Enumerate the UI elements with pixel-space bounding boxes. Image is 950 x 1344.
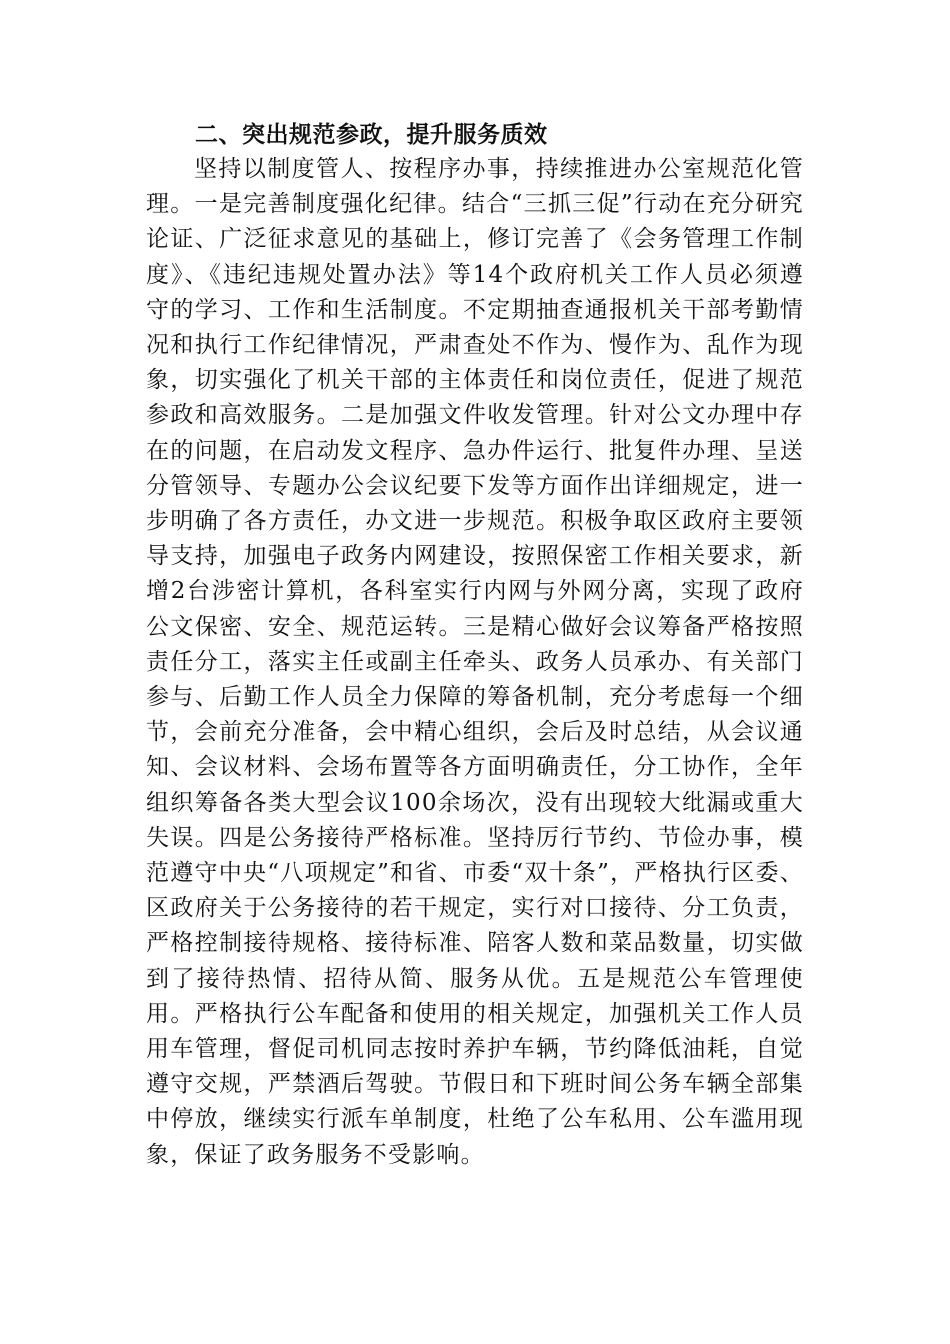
section-heading: 二、突出规范参政，提升服务质效 bbox=[195, 122, 548, 148]
body-paragraph: 坚持以制度管人、按程序办事，持续推进办公室规范化管理。一是完善制度强化纪律。结合“三抓三促”行动在充分研究论证、广泛征求意见的基础上，修订完善了《会务管理工作制度》、《违纪违规处置办法》等14个政府机关工作人员必须遵守的学习、工作和生活制度。不定期抽查通报机关干部考勤情况和执行工作纪律情况，严肃查处不作为、慢作为、乱作为现象，切实强化了机关干部的主体责任和岗位责任，促进了规范参政和高效服务。二是加强文件收发管理。针对公文办理中存在的问题，在启动发文程序、急办件运行、批复件办理、呈送分管领导、专题办公会议纪要下发等方面作出详细规定，进一步明确了各方责任，办文进一步规范。积极争取区政府主要领导支持，加强电子政务内网建设，按照保密工作相关要求，新增2台涉密计算机，各科室实行内网与外网分离，实现了政府公文保密、安全、规范运转。三是精心做好会议筹备严格按照责任分工，落实主任或副主任牵头、政务人员承办、有关部门参与、后勤工作人员全力保障的筹备机制，充分考虑每一个细节，会前充分准备，会中精心组织，会后及时总结，从会议通知、会议材料、会场布置等各方面明确责任，分工协作，全年组织筹备各类大型会议100余场次，没有出现较大纰漏或重大失误。四是公务接待严格标准。坚持厉行节约、节俭办事，模范遵守中央“八项规定”和省、市委“双十条”，严格执行区委、区政府关于公务接待的若干规定，实行对口接待、分工负责，严格控制接待规格、接待标准、陪客人数和菜品数量，切实做到了接待热情、招待从简、服务从优。五是规范公车管理使用。严格执行公车配备和使用的相关规定，加强机关工作人员用车管理，督促司机同志按时养护车辆，节约降低油耗，自觉遵守交规，严禁酒后驾驶。节假日和下班时间公务车辆全部集中停放，继续实行派车单制度，杜绝了公车私用、公车滥用现象，保证了政务服务不受影响。 bbox=[146, 156, 804, 1168]
